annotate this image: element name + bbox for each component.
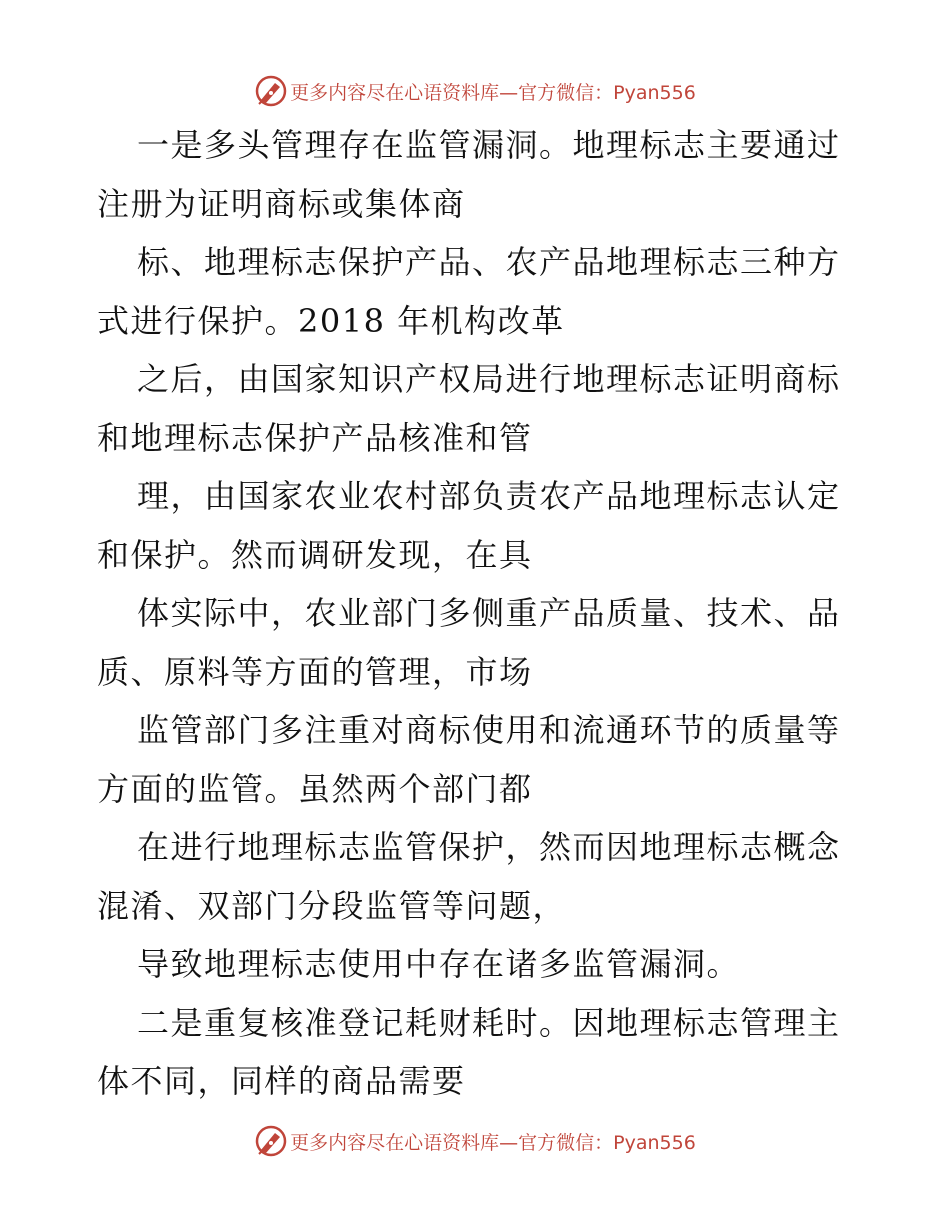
paragraph-line: 一是多头管理存在监管漏洞。地理标志主要通过 <box>137 126 841 164</box>
footer-watermark-banner <box>0 1121 950 1161</box>
paragraph-line: 和地理标志保护产品核准和管 <box>97 418 533 457</box>
paragraph-line: 二是重复核准登记耗财耗时。因地理标志管理主 <box>137 1003 841 1042</box>
paragraph-line: 导致地理标志使用中存在诸多监管漏洞。 <box>137 945 741 983</box>
header-watermark-banner <box>0 71 950 111</box>
paragraph-line: 之后，由国家知识产权局进行地理标志证明商标 <box>137 360 841 398</box>
paragraph-line: 质、原料等方面的管理，市场 <box>97 652 533 691</box>
paragraph-line: 式进行保护。2018 年机构改革 <box>97 301 565 340</box>
paragraph-line: 和保护。然而调研发现，在具 <box>97 535 533 574</box>
pen-nib-logo-icon <box>254 74 288 108</box>
paragraph-line: 在进行地理标志监管保护，然而因地理标志概念 <box>137 828 841 866</box>
pen-nib-logo-icon <box>254 1124 288 1158</box>
document-body <box>97 116 857 1111</box>
paragraph-line: 标、地理标志保护产品、农产品地理标志三种方 <box>137 243 841 281</box>
banner-text: 更多内容尽在心语资料库—官方微信：Pyan556 <box>290 1131 696 1154</box>
paragraph-line: 理，由国家农业农村部负责农产品地理标志认定 <box>137 477 841 515</box>
paragraph-line: 体实际中，农业部门多侧重产品质量、技术、品 <box>137 594 841 632</box>
paragraph-line: 注册为证明商标或集体商 <box>97 184 466 223</box>
paragraph-line: 体不同，同样的商品需要 <box>97 1062 466 1100</box>
banner-text: 更多内容尽在心语资料库—官方微信：Pyan556 <box>290 81 696 104</box>
paragraph-line: 方面的监管。虽然两个部门都 <box>97 769 533 808</box>
paragraph-line: 混淆、双部门分段监管等问题， <box>97 886 567 925</box>
paragraph-line: 监管部门多注重对商标使用和流通环节的质量等 <box>137 711 841 749</box>
